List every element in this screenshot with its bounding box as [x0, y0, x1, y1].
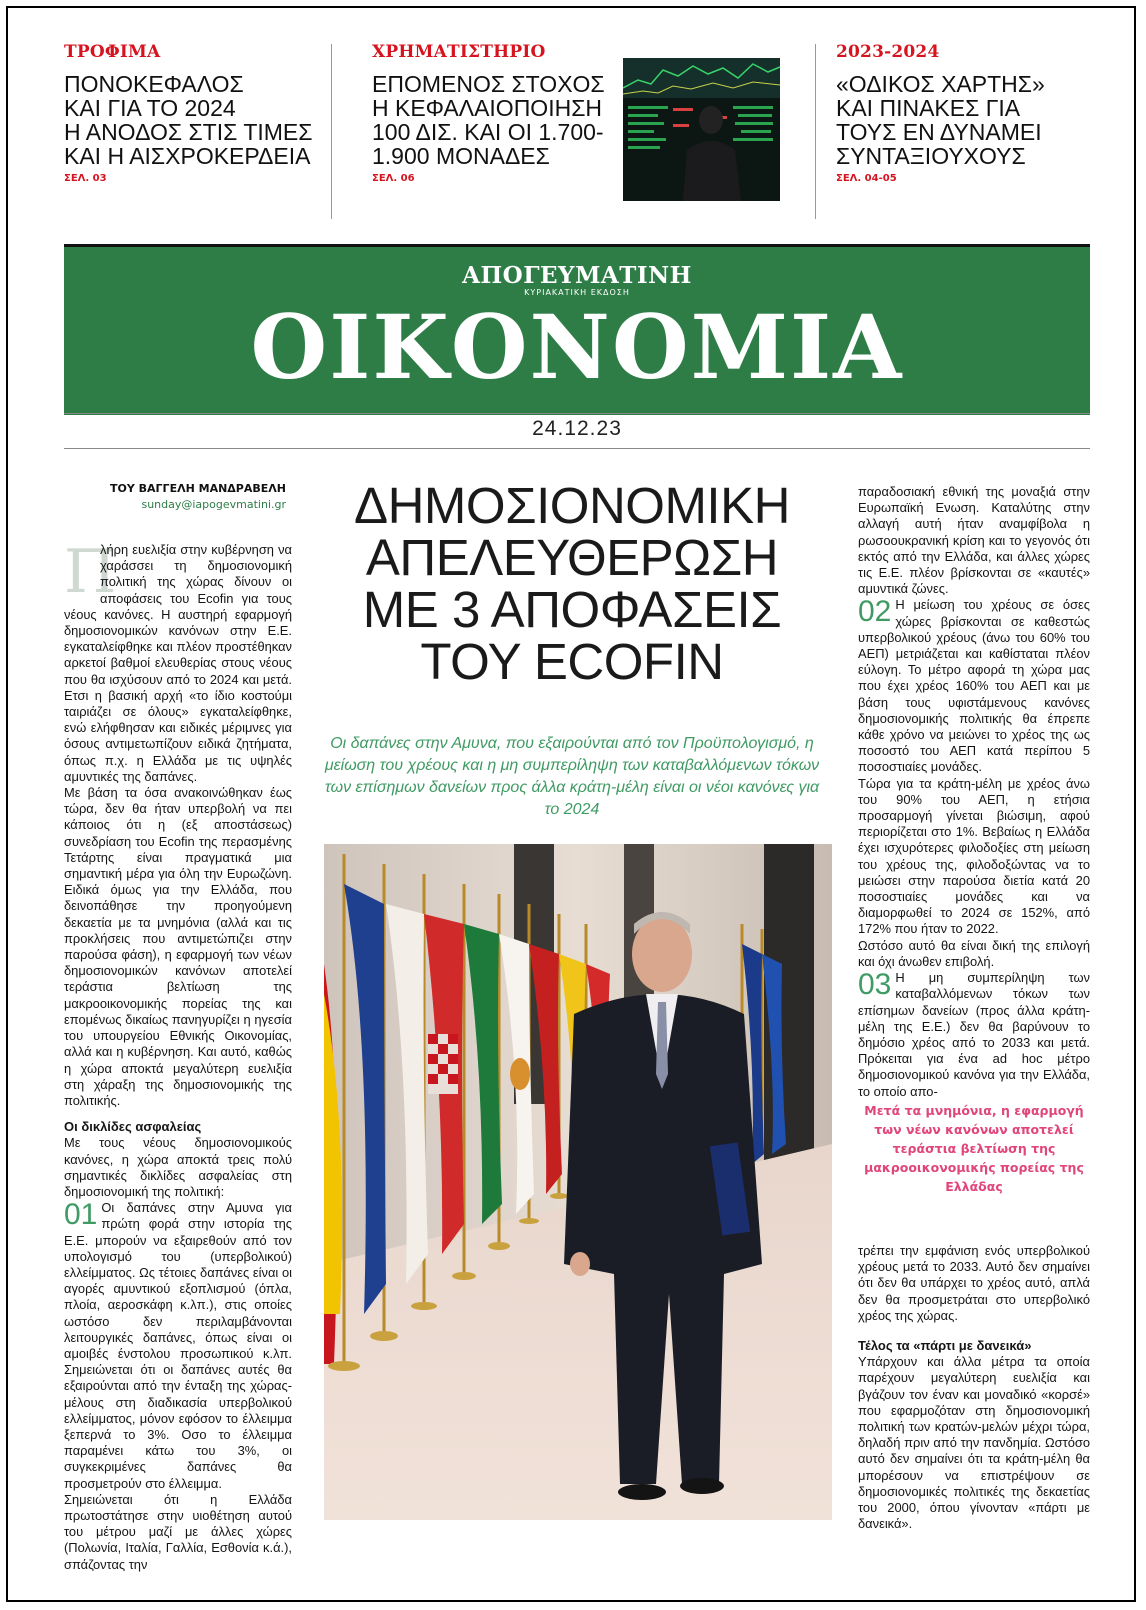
- article-paragraph: Υπάρχουν και άλλα μέτρα τα οποία παρέχουν μεγαλύτερη ευελιξία και βγάζουν τον έναν και μοναδικό «κορσέ» που εφαρμοζόταν στη δημοσιονομική πολιτική των κρατών-μελών μέχρι τώρα, δηλαδή πριν από την πανδημία. Ωστόσο αυτό δεν σημαίνει ότι τα κράτη-μέλη θα μπορέσουν να επιστρέψουν σε δημοσιονομικές πολιτικές της δεκαετίας του 2000, όπου γίνονταν «πάρτι με δανεικά».: [858, 1354, 1090, 1532]
- issue-date: 24.12.23: [532, 417, 622, 440]
- teaser-kicker: ΤΡΟΦΙΜΑ: [64, 42, 161, 62]
- edition-label: ΚΥΡΙΑΚΑΤΙΚΗ ΕΚΔΟΣΗ: [524, 288, 630, 297]
- stock-exchange-photo: [623, 58, 780, 201]
- teaser-kicker: 2023-2024: [836, 42, 940, 62]
- pull-quote: Μετά τα μνημόνια, η εφαρμογή των νέων κανόνων αποτελεί τεράστια βελτίωση της μακροοικονομικής πορείας της Ελλάδας: [864, 1103, 1084, 1194]
- article-paragraph: Με τους νέους δημοσιονομικούς κανόνες, η χώρα αποκτά τρεις πολύ σημαντικές δικλίδες ασφαλείας στη δημοσιονομική της πολιτική:: [64, 1135, 292, 1199]
- standfirst: Οι δαπάνες στην Αμυνα, που εξαιρούνται από τον Προϋπολογισμό, η μείωση του χρέους και η μη συμπερίληψη των καταβαλλόμενων τόκων των επίσημων δανείων προς άλλα κράτη-μέλη είναι οι νέοι κανόνες για το 2024: [324, 735, 820, 818]
- article-paragraph: Με βάση τα όσα ανακοινώθηκαν έως τώρα, δεν θα ήταν υπερβολή να πει κάποιος ότι η (εξ αποστάσεως) συνεδρίαση του Ecofin της περασμένης Τετάρτης είναι πραγματικά μια σημαντική μέρα για όλη την Ευρωζώνη. Ειδικά όμως για την Ελλάδα, που δεινοπάθησε την προηγούμενη δεκαετία με τα μνημόνια (αλλά και τις προκλήσεις που αντιμετώπιζει στην παρούσα φάση), η εφαρμογή των νέων δημοσιονομικών κανόνων αποτελεί τεράστια βελτίωση της μακροοικονομικής πορείας της και επομένως δικαίως πανηγυρίζει η ηγεσία του υπουργείου Εθνικής Οικονομίας, αλλά και η κυβέρνηση. Και αυτό, καθώς η χώρα αποκτά μεγαλύτερη ευελιξία στη χάραξη της δημοσιονομικής της πολιτικής.: [64, 785, 292, 1108]
- date-rule: [64, 448, 1090, 449]
- article-paragraph: Τώρα για τα κράτη-μέλη με χρέος άνω του 90% του ΑΕΠ, η ετήσια προσαρμογή γίνεται βιώσιμη, αφού περιορίζεται στο 1%. Βεβαίως η Ελλάδα έχει ισχυρότερες φιλοδοξίες στη μείωση του χρέους της, φιλοδοξώντας να το μειώσει στην παρούσα διετία κατά 20 ποσοστιαίες μονάδες και να διαμορφωθεί το 2024 σε 152%, από 172% που ήταν το 2022.: [858, 775, 1090, 937]
- section-title: ΟΙΚΟΝΟΜΙΑ: [250, 295, 904, 399]
- point-number: 01: [64, 1198, 98, 1232]
- teaser-headline: ΠΟΝΟΚΕΦΑΛΟΣ ΚΑΙ ΓΙΑ ΤΟ 2024 Η ΑΝΟΔΟΣ ΣΤΙΣ ΤΙΜΕΣ ΚΑΙ Η ΑΙΣΧΡΟΚΕΡΔΕΙΑ: [64, 71, 313, 169]
- author-email[interactable]: sunday@iapogevmatini.gr: [141, 498, 286, 511]
- article-paragraph: παραδοσιακή εθνική της μοναξιά στην Ευρωπαϊκή Ενωση. Καταλύτης στην αλλαγή αυτή ήταν αναμφίβολα η ρωσοουκρανική κρίση και το γεγονός ότι εκτός από την Ελλάδα, και άλλες χώρες τις Ε.Ε. πλέον βρίσκονται σε «καυτές» αμυντικά ζώνες.: [858, 484, 1090, 597]
- article-paragraph: τρέπει την εμφάνιση ενός υπερβολικού χρέους μετά το 2033. Αυτό δεν σημαίνει ότι δεν θα υπάρχει το χρέος αυτό, απλά δεν θα προσμετράται στο υπερβολικό χρέος της χώρας.: [858, 1243, 1090, 1323]
- point-number: 02: [858, 595, 892, 629]
- teaser-page-ref: ΣΕΛ. 06: [372, 173, 415, 184]
- teaser-roadmap[interactable]: [836, 42, 1086, 184]
- minister-with-flags-photo: [324, 844, 832, 1520]
- article-paragraph: Ωστόσο αυτό θα είναι δική της επιλογή και όχι άνωθεν επιβολή.: [858, 937, 1090, 969]
- article-column-right-bottom: [858, 1243, 1090, 1532]
- subheading: Οι δικλίδες ασφαλείας: [64, 1119, 202, 1135]
- teaser-page-ref: ΣΕΛ. 04-05: [836, 173, 897, 184]
- author-byline: ΤΟΥ ΒΑΓΓΕΛΗ ΜΑΝΔΡΑΒΕΛΗ: [110, 482, 286, 495]
- newspaper-name: ΑΠΟΓΕΥΜΑΤΙΝΗ: [462, 262, 692, 289]
- article-paragraph: Π λήρη ευελιξία στην κυβέρνηση να χαράσσει τη δημοσιονομική πολιτική της χώρας δίνουν οι αποφάσεις του Ecofin για τους νέους κανόνες. Η αυστηρή εφαρμογή δημοσιονομικών κανόνων στην Ε.Ε. εγκαταλείφθηκε και πλέον προστέθηκαν αρκετοί βαθμοί ελευθερίας στους νέους που θα ισχύσουν από το 2024 και μετά. Ετσι η βασική αρχή «το ίδιο κοστούμι ταιριάζει σε όλους» εγκαταλείφθηκε, ενώ ελήφθησαν και ειδικές μέριμνες για όσους αντιμετωπίζουν ειδικά ζητήματα, όπως π.χ. η Ελλάδα με τις υψηλές αμυντικές της δαπάνες.: [64, 537, 292, 784]
- numbered-point: 03 Η μη συμπερίληψη των καταβαλλόμενων τόκων των επίσημων δανείων (προς άλλα κράτη-μέλη της Ε.Ε.) δεν θα βαρύνουν το δημόσιο χρέος από το 2033 και μετά. Πρόκειται για ένα ad hoc μέτρο δημοσιονομικού κανόνα για την Ελλάδα, το οποίο απο-: [858, 968, 1090, 1099]
- article-column-right-top: [858, 484, 1090, 1100]
- point-number: 03: [858, 968, 892, 1002]
- teaser-headline: «ΟΔΙΚΟΣ ΧΑΡΤΗΣ» ΚΑΙ ΠΙΝΑΚΕΣ ΓΙΑ ΤΟΥΣ ΕΝ ΔΥΝΑΜΕΙ ΣΥΝΤΑΞΙΟΥΧΟΥΣ: [836, 71, 1045, 169]
- teaser-divider: [815, 44, 816, 219]
- teaser-food[interactable]: [64, 42, 314, 184]
- teaser-kicker: ΧΡΗΜΑΤΙΣΤΗΡΙΟ: [372, 42, 546, 62]
- main-headline: ΔΗΜΟΣΙΟΝΟΜΙΚΗ ΑΠΕΛΕΥΘΕΡΩΣΗ ΜΕ 3 ΑΠΟΦΑΣΕΙΣ ΤΟΥ ECOFIN: [354, 477, 790, 690]
- subheading: Τέλος τα «πάρτι με δανεικά»: [858, 1338, 1032, 1354]
- masthead-rule: [64, 413, 1090, 414]
- drop-cap: Π: [64, 537, 117, 607]
- teaser-divider: [331, 44, 332, 219]
- article-paragraph: Σημειώνεται ότι η Ελλάδα πρωτοστάτησε στην υιοθέτηση αυτού του μέτρου μαζί με άλλες χώρες (Πολωνία, Ιταλία, Γαλλία, Εσθονία κ.ά.), σπάζοντας την: [64, 1491, 292, 1572]
- teaser-page-ref: ΣΕΛ. 03: [64, 173, 107, 184]
- numbered-point: 01 Οι δαπάνες στην Αμυνα για πρώτη φορά στην ιστορία της Ε.Ε. μπορούν να εξαιρεθούν από τον υπολογισμό του (υπερβολικού) ελλείμματος. Ως τέτοιες δαπάνες είναι οι αγορές αμυντικού εξοπλισμού (όπλα, πλοία, αεροσκάφη κ.λπ.), στις οποίες ωστόσο δεν περιλαμβάνονται λειτουργικές δαπάνες, όπως είναι οι αμοιβές ένστολου προσωπικού κ.λπ. Σημειώνεται ότι οι δαπάνες αυτές θα εξαιρούνται από την ένταξη της χώρας-μέλους στη διαδικασία υπερβολικού ελλείμματος, μόνον εφόσον το έλλειμμα ξεπερνά το 3%. Οσο το έλλειμμα παραμένει κάτω του 3%, οι συγκεκριμένες δαπάνες θα προσμετρούν στο έλλειμμα.: [64, 1198, 292, 1491]
- numbered-point: 02 Η μείωση του χρέους σε όσες χώρες βρίσκονται σε καθεστώς υπερβολικού χρέους (άνω του 60% του ΑΕΠ) μετριάζεται και καθίσταται πλέον εύλογη. Το μέτρο αφορά τη χώρα μας που έχει χρέος 160% του ΑΕΠ και με βάση τους υφιστάμενους κανόνες δημοσιονομικής πολιτικής θα έπρεπε κάθε χρόνο να μειώνει το χρέος της ως ποσοστό του ΑΕΠ κατά περίπου 5 ποσοστιαίες μονάδες.: [858, 595, 1090, 775]
- teaser-headline: ΕΠΟΜΕΝΟΣ ΣΤΟΧΟΣ Η ΚΕΦΑΛΑΙΟΠΟΙΗΣΗ 100 ΔΙΣ. ΚΑΙ ΟΙ 1.700- 1.900 ΜΟΝΑΔΕΣ: [372, 71, 605, 169]
- teaser-stock-exchange[interactable]: [372, 42, 612, 184]
- section-masthead: [64, 244, 1090, 415]
- article-column-left: [64, 537, 292, 1573]
